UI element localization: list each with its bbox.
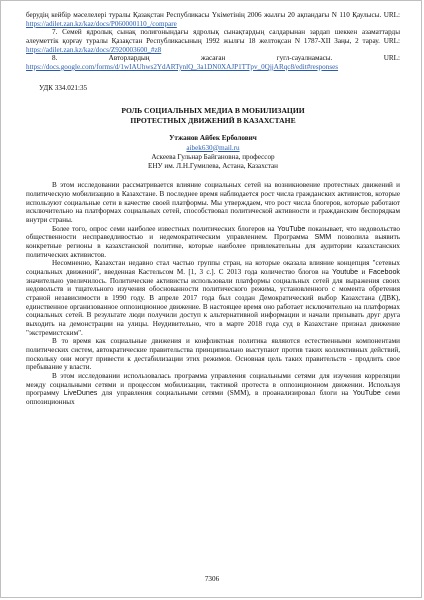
paragraph (26, 225, 400, 260)
reference-item-7 (26, 28, 400, 54)
page-content (26, 11, 400, 406)
reference-link[interactable]: https://adilet.zan.kz/kaz/docs/P060000110_/compare (26, 19, 177, 28)
text-run: Facebook (368, 267, 400, 276)
paragraph (26, 372, 400, 407)
text-run: SMM (314, 233, 332, 242)
text-run: и (358, 267, 369, 276)
article-title (26, 106, 400, 125)
text-run: для управления социальными сетями (SMM), в проанализировал блоги на (97, 389, 353, 398)
text-run: значительно увеличилось. Политические активисты использовали платформы социальных сетей для выражения своих недовольств и тщательного изучения обоснованности политического режима, установленного с момента обретения страной независимости в 1990 году. В апреле 2017 года был создан Демократический выбор Казахстана (ДВК), единственное организованное оппозиционное движение. В настоящее время оно работает исключительно на платформах социальных сетей. В результате люди получили доступ к альтернативной информации и начали призывать друг друга выходить на демонстрации на улицы. Неудивительно, что в марте 2018 года суд в Казахстане признал движение "экстремистским". (26, 276, 400, 337)
author-email[interactable]: aibek630@mail.ru (186, 143, 240, 152)
advisor: Аскеева Гульнар Байгановна, профессор (151, 152, 275, 161)
author-block (26, 134, 400, 171)
reference-link[interactable]: https://adilet.zan.kz/kaz/docs/Z920003600_#z8 (26, 45, 162, 54)
reference-text: 7. Семей ядролық сынақ полигонындағы ядролық сынақтардың салдарынан зардап шеккен азаматтарды әлеуметтік қорғау туралы Қазақстан Республикасының 1992 жылғы 18 желтоқсан N 1787-XII Заңы, 2 тарау. URL: (26, 28, 400, 45)
affiliation: ЕНУ им. Л.Н.Гумилева, Астана, Казахстан (148, 162, 278, 171)
text-run: Youtube (332, 267, 359, 276)
reference-link[interactable]: https://docs.google.com/forms/d/1wIAUhws2YdARTynlQ_3a1DN0XAJP1TTpv_0QjjARqc8/edit#responses (26, 62, 339, 71)
text-run: Несомненно, Казахстан недавно стал частью группы стран, на которые оказала влияние концепция "сетевых социальных движений", введенная Кастельсом М. [1, 3 с.]. С 2013 года количество блогов на (26, 259, 400, 276)
text-run: показывает, что недовольство общественности несправедливостью и недемократическим управлением. Программа (26, 224, 400, 242)
paragraph (26, 259, 400, 337)
text-run: позволила выявить конкретные регионы в казахстанской политике, которые наиболее привлекательны для аудитории казахстанских политических активистов. (26, 233, 400, 259)
page-number: 7306 (204, 575, 220, 583)
title-line: РОЛЬ СОЦИАЛЬНЫХ МЕДИА В МОБИЛИЗАЦИИ (121, 106, 305, 116)
udk-code: УДК 334.021:35 (39, 83, 88, 92)
article-body (26, 181, 400, 406)
reference-text: берудің кейбір мәселелері туралы Қазақстан Республикасы Үкіметінің 2006 жылғы 20 ақпандағы N 110 Қаулысы. URL: (26, 11, 400, 19)
text-run: семи оппозиционных (26, 389, 400, 406)
author-name: Утжанов Айбек Ерболович (169, 134, 257, 143)
text-run: В этом исследовании использовалась программа управления социальными сетями для изучения корреляции между социальными сетями и процессом мобилизации, тактикой протеста в оппозиционном движении. Используя программу (26, 371, 400, 398)
paragraph: В этом исследовании рассматривается влияние социальных сетей на возникновение протестных движений и политическую мобилизацию в Казахстане. В последнее время наблюдается рост числа гражданских активистов, которые используют социальные сети в качестве своей платформы. Мы утверждаем, что рост числа блогеров, которые работают исключительно на платформах социальных сетей, способствовал политической активности и гражданским беспорядкам внутри страны. (26, 181, 400, 225)
text-run: YouTube (277, 224, 306, 233)
reference-list (26, 11, 400, 72)
text-run: LiveDunes (63, 389, 98, 398)
text-run: YouTube (352, 389, 381, 398)
title-line: ПРОТЕСТНЫХ ДВИЖЕНИЙ В КАЗАХСТАНЕ (130, 115, 296, 125)
reference-item-6 (26, 11, 400, 28)
reference-item-8 (26, 54, 400, 71)
text-run: Более того, опрос семи наиболее известных политических блогеров на (52, 224, 278, 233)
reference-text: 8. Авторлардың жасаған гугл-сауалнамасы. URL: (52, 54, 400, 63)
paragraph: В то время как социальные движения и конфликтная политика являются естественными компонентами политических систем, автократические правительства принципиально выступают против таких коллективных действий, поскольку они могут привести к дестабилизации этих режимов. Основная цель таких правительств - продлить свое пребывание у власти. (26, 337, 400, 372)
